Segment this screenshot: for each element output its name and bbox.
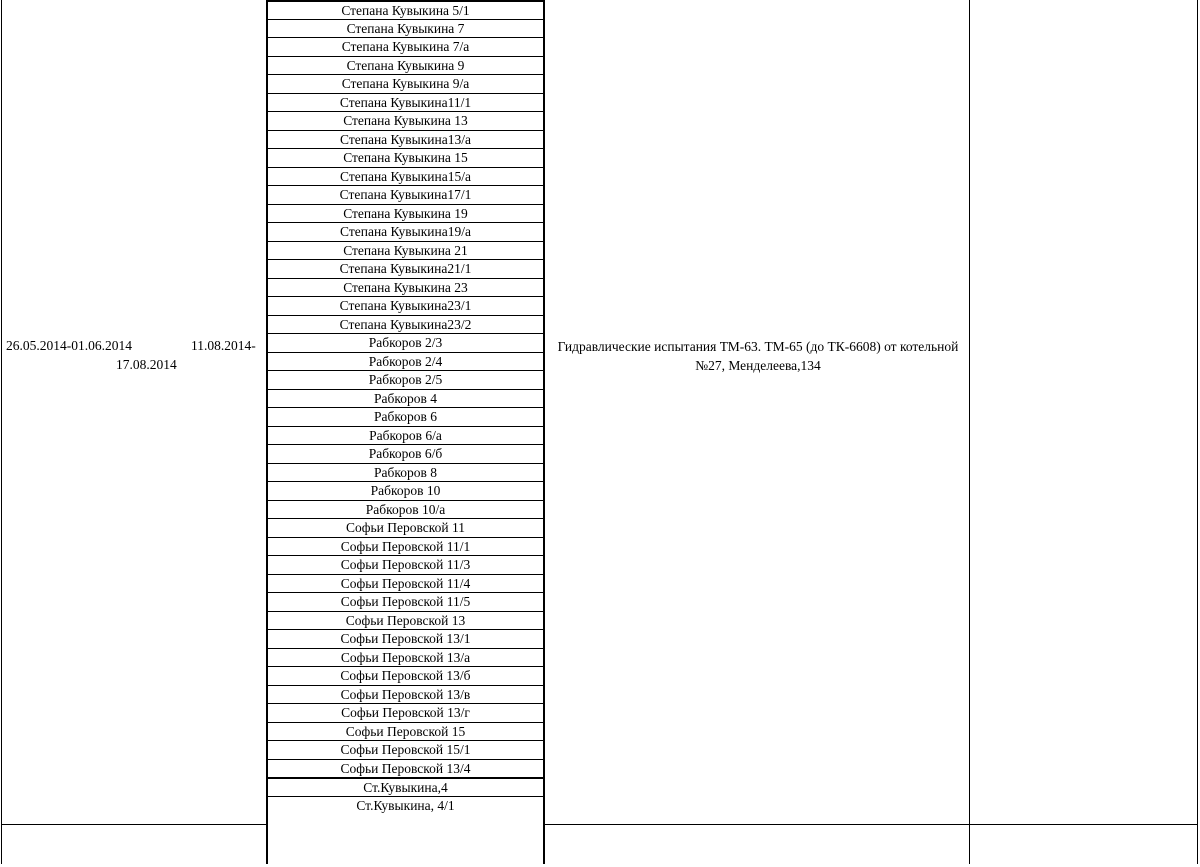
address-row: Степана Кувыкина17/1	[268, 185, 543, 204]
address-row: Степана Кувыкина15/а	[268, 167, 543, 186]
address-list	[268, 0, 543, 814]
address-row: Рабкоров 10	[268, 481, 543, 500]
address-row: Рабкоров 6/а	[268, 426, 543, 445]
address-row: Софьи Перовской 11/4	[268, 574, 543, 593]
address-row: Софьи Перовской 13	[268, 611, 543, 630]
table-border-left	[1, 0, 2, 864]
address-row: Степана Кувыкина11/1	[268, 93, 543, 112]
address-row: Рабкоров 6/б	[268, 444, 543, 463]
address-row: Софьи Перовской 15/1	[268, 740, 543, 759]
row-separator-left	[1, 824, 267, 825]
address-row: Степана Кувыкина 19	[268, 204, 543, 223]
address-row: Степана Кувыкина13/а	[268, 130, 543, 149]
address-row: Степана Кувыкина 21	[268, 241, 543, 260]
address-row: Софьи Перовской 13/г	[268, 703, 543, 722]
address-row: Софьи Перовской 13/1	[268, 629, 543, 648]
address-row: Ст.Кувыкина, 4/1	[268, 796, 543, 815]
row-separator-right	[545, 824, 1198, 825]
address-row: Софьи Перовской 11	[268, 518, 543, 537]
address-row: Рабкоров 10/а	[268, 500, 543, 519]
address-row: Степана Кувыкина21/1	[268, 259, 543, 278]
address-row: Степана Кувыкина 13	[268, 111, 543, 130]
address-column	[266, 0, 545, 864]
address-row: Степана Кувыкина23/1	[268, 296, 543, 315]
period-a: 26.05.2014-01.06.2014	[6, 338, 132, 353]
address-row: Рабкоров 8	[268, 463, 543, 482]
table-border-right	[1197, 0, 1198, 864]
address-row: Степана Кувыкина19/а	[268, 222, 543, 241]
address-row: Степана Кувыкина 9	[268, 56, 543, 75]
address-row: Рабкоров 2/4	[268, 352, 543, 371]
address-row: Степана Кувыкина 5/1	[268, 0, 543, 19]
address-row: Софьи Перовской 13/а	[268, 648, 543, 667]
address-row: Софьи Перовской 15	[268, 722, 543, 741]
address-row: Степана Кувыкина 7	[268, 19, 543, 38]
address-row: Степана Кувыкина23/2	[268, 315, 543, 334]
address-row: Степана Кувыкина 15	[268, 148, 543, 167]
work-description: Гидравлические испытания ТМ-63. ТМ-65 (до ТК-6608) от котельной №27, Менделеева,134	[557, 339, 959, 373]
period-b-end: 17.08.2014	[116, 357, 177, 372]
address-row: Степана Кувыкина 23	[268, 278, 543, 297]
period-b-start: 11.08.2014-	[191, 338, 256, 353]
address-row: Степана Кувыкина 9/а	[268, 74, 543, 93]
address-row: Рабкоров 2/5	[268, 370, 543, 389]
address-row: Софьи Перовской 11/5	[268, 592, 543, 611]
address-row: Степана Кувыкина 7/а	[268, 37, 543, 56]
table-border-desc-right	[969, 0, 970, 864]
address-row: Рабкоров 6	[268, 407, 543, 426]
address-row: Рабкоров 2/3	[268, 333, 543, 352]
address-row: Софьи Перовской 13/4	[268, 759, 543, 778]
address-row: Софьи Перовской 13/б	[268, 666, 543, 685]
address-row: Софьи Перовской 11/3	[268, 555, 543, 574]
address-row: Рабкоров 4	[268, 389, 543, 408]
address-row: Ст.Кувыкина,4	[268, 777, 543, 796]
address-row: Софьи Перовской 11/1	[268, 537, 543, 556]
address-row: Софьи Перовской 13/в	[268, 685, 543, 704]
